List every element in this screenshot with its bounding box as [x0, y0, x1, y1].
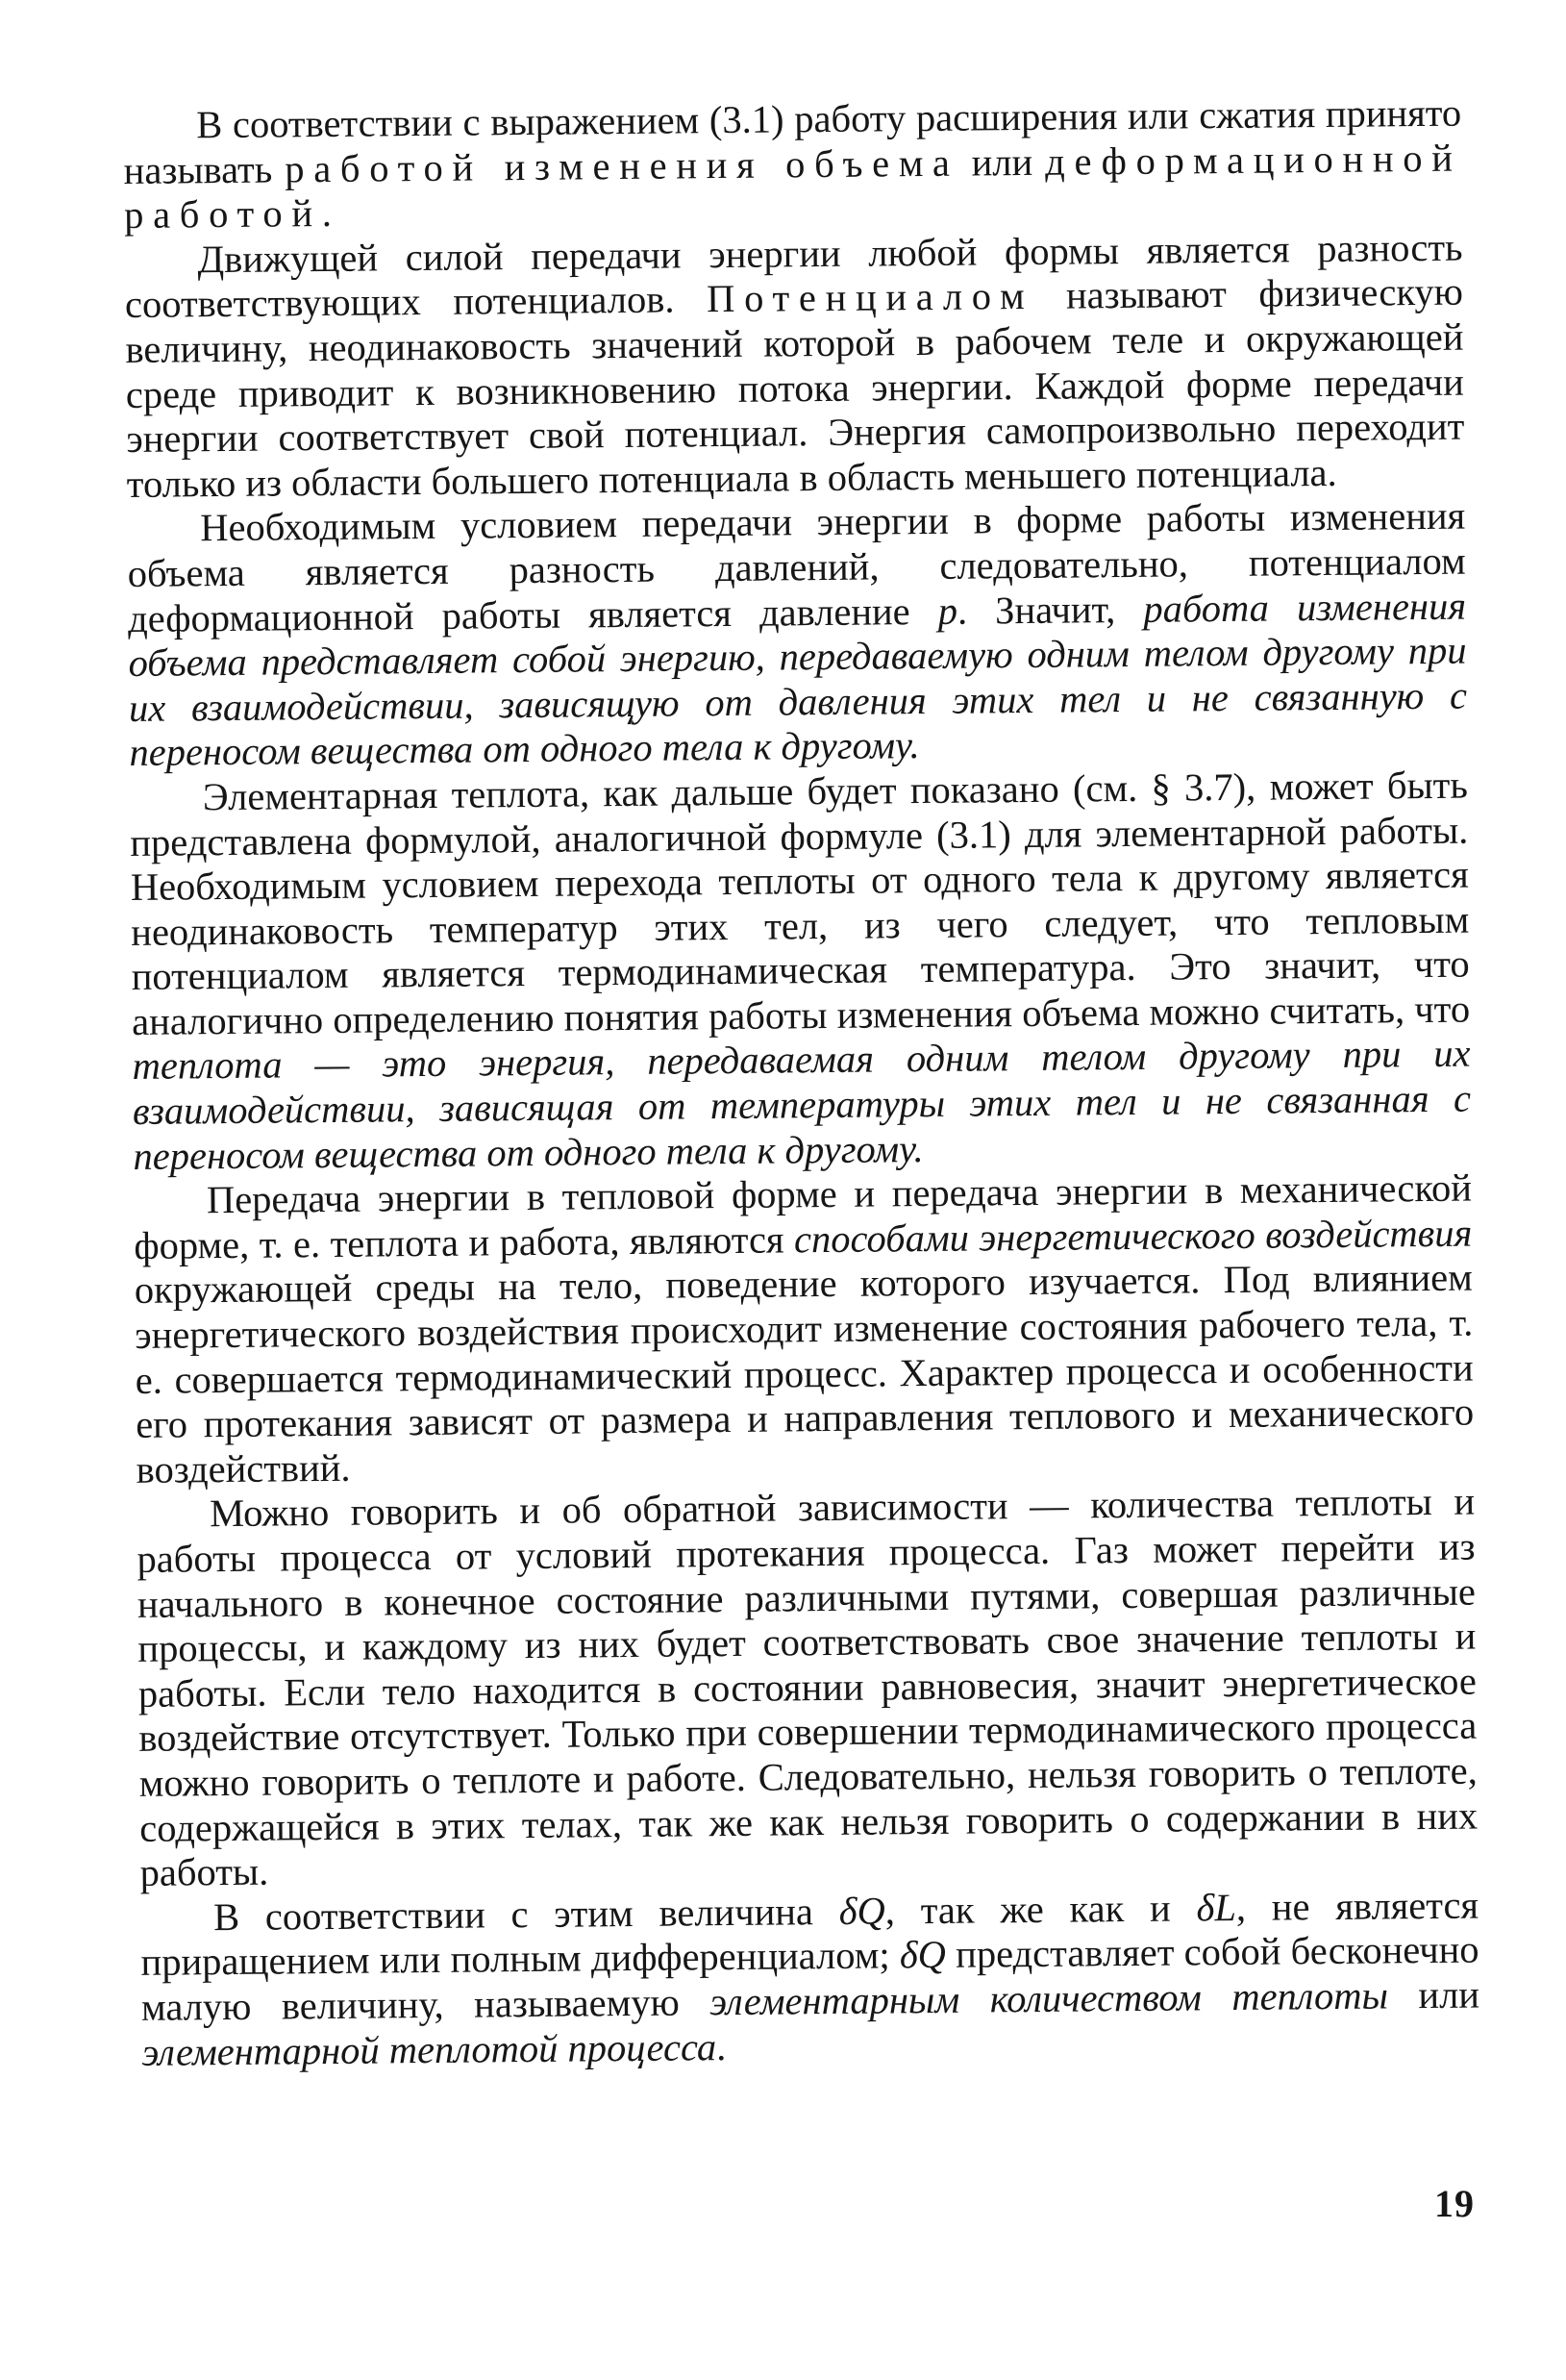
italic-symbol: δQ [899, 1933, 947, 1977]
text-run: Движущей силой передачи энергии любой формы является разность соответствующих потенциалов. [124, 225, 1463, 327]
text-run: В соответствии с этим величина [212, 1889, 839, 1939]
text-run: Необходимым условием передачи энергии в форме работы изменения объема является разность давлений, следовательно, потенциалом деформационной работы является давление [127, 493, 1466, 640]
text-run: . [715, 2024, 727, 2068]
italic-definition: работа изменения объема представляет собой энергию, передаваемую одним телом другому при их взаимодействии, зависящую от давления этих тел и не связанную с переносом вещества от одного тела к другому. [128, 584, 1468, 775]
text-run: Элементарная теплота, как дальше будет показано (см. § 3.7), может быть представлена формулой, аналогичной формуле (3.1) для элементарной работы. Необходимым условием перехода теплоты от одного тела к другому является неодинаковость температур этих тел, из чего следует, что тепловым потенциалом является термодинамическая температура. Это значит, что аналогично определению понятия работы изменения объема можно считать, что [130, 763, 1471, 1043]
italic-symbol: δQ [838, 1889, 885, 1933]
text-run: , так же как и [884, 1886, 1197, 1933]
text-run: или [958, 139, 1046, 185]
text-run: , не является приращением или полным дифференциалом; [140, 1883, 1479, 1985]
paragraph-elementary-heat [140, 1883, 1480, 2075]
paragraph-pressure-condition [127, 494, 1468, 776]
text-run: или [1387, 1972, 1480, 2017]
text-run: . Значит, [957, 587, 1144, 633]
text-run: представляет собой бесконечно малую величину, называемую [140, 1927, 1479, 2029]
paragraph-heat-definition [130, 764, 1472, 1180]
italic-term: способами энергетического воздействия [793, 1211, 1473, 1262]
paragraph-inverse-dependence [137, 1480, 1479, 1896]
italic-definition: теплота — это энергия, передаваемая одним телом другому при их взаимодействии, зависящая от температуры этих тел и не связанная с переносом вещества от одного тела к другому. [132, 1032, 1472, 1178]
text-run: окружающей среды на тело, поведение которого изучается. Под влиянием энергетического воздействия происходит изменение состояния рабочего тела, т. е. совершается термодинамический процесс. Характер процесса и особенности его протекания зависят от размера и направления теплового и механического воздействий. [134, 1256, 1475, 1491]
italic-symbol: δL [1196, 1885, 1237, 1930]
emphasized-term: Потенциалом [706, 274, 1034, 321]
paragraph-work-definition [123, 91, 1462, 238]
text-run: Можно говорить и об обратной зависимости — количества теплоты и работы процесса от условий протекания процесса. Газ может перейти из начального в конечное состояние различными путями, совершая различные процессы, и каждому из них будет соответствовать свое значение теплоты и работы. Если тело находится в состоянии равновесия, значит энергетическое воздействие отсутствует. Только при совершении термодинамического процесса можно говорить о теплоте и работе. Следовательно, нельзя говорить о теплоте, содержащейся в этих телах, так же как нельзя говорить о содержании в них работы. [137, 1479, 1479, 1895]
paragraph-potential [124, 225, 1465, 507]
italic-term: элементарным количеством теплоты [708, 1973, 1389, 2024]
text-run: Передача энергии в тепловой форме и передача энергии в механической форме, т. е. теплота и работа, являются [134, 1165, 1473, 1267]
emphasized-term: деформационной работой [123, 136, 1462, 238]
text-run: . [321, 191, 333, 236]
text-run: называют физическую величину, неодинаковость значений которой в рабочем теле и окружающей среде приводит к возникновению потока энергии. Каждой форме передачи энергии соответствует свой потенциал. Энергия самопроизвольно переходит только из области большего потенциала в область меньшего потенциала. [125, 270, 1465, 506]
italic-symbol: p [937, 589, 958, 633]
paragraph-energy-transfer [134, 1166, 1475, 1493]
italic-term: элементарной теплотой процесса [141, 2024, 717, 2074]
text-body [123, 91, 1480, 2075]
emphasized-term: работой изменения объема [285, 140, 959, 190]
page-number: 19 [1434, 2182, 1475, 2225]
text-run: В соответствии с выражением (3.1) работу расширения или сжатия принято называть [123, 90, 1462, 192]
